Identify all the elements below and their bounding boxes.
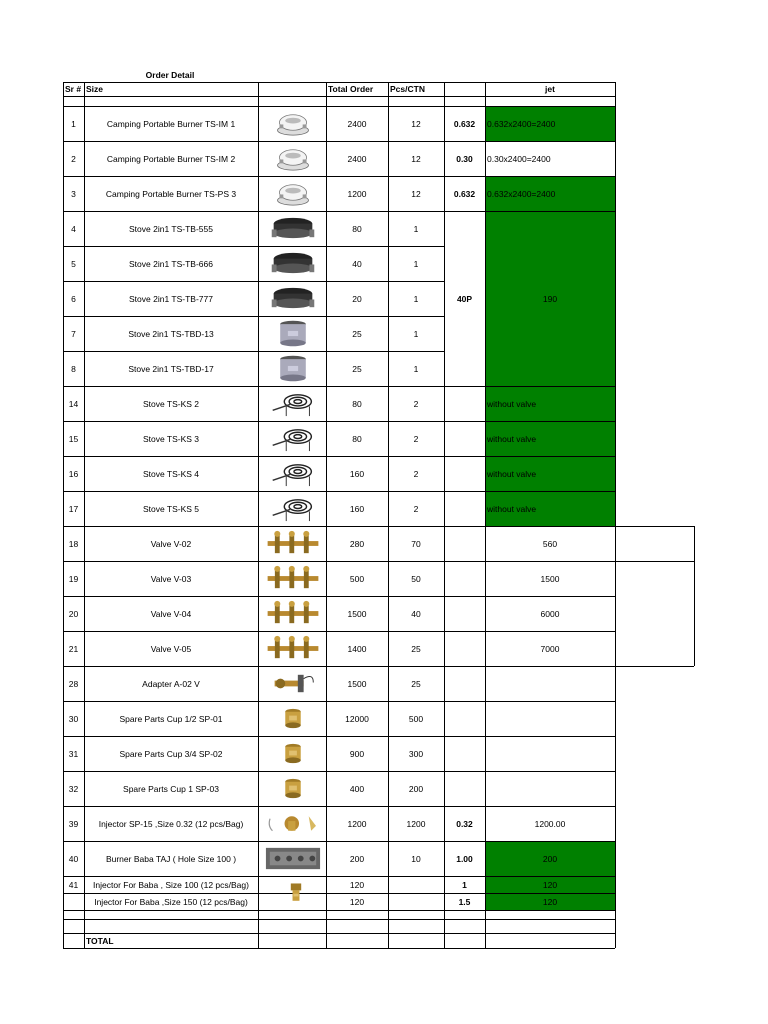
row-total-order: 500: [349, 573, 365, 584]
row-rate: [444, 631, 485, 666]
row-pcs-ctn: 1: [413, 258, 419, 269]
grid-line: [694, 561, 695, 666]
injector-icon: [262, 809, 324, 838]
row-pcs-ctn: 50: [411, 573, 421, 584]
grid-line: [485, 526, 694, 527]
row-total-order: 120: [349, 896, 365, 907]
total-label: TOTAL: [86, 935, 114, 946]
row-size: Stove 2in1 TS-TBD-17: [128, 363, 214, 374]
row-size: Stove TS-KS 4: [142, 468, 200, 479]
brass-cup-icon: [262, 739, 324, 768]
valve-icon: [262, 529, 324, 558]
brass-cup-icon: [262, 774, 324, 803]
row-total-order: 2400: [347, 118, 367, 129]
row-rate: 1: [462, 879, 467, 890]
row-rate: [444, 491, 485, 526]
row-sr: 32: [68, 783, 79, 794]
row-pcs-ctn: 1200: [406, 818, 426, 829]
grid-line: [326, 82, 327, 948]
header-total-order: Total Order: [328, 84, 374, 94]
row-total-order: 200: [349, 853, 365, 864]
camping-burner-icon: [262, 109, 324, 138]
row-pcs-ctn: [388, 893, 444, 910]
brass-cup-icon: [262, 704, 324, 733]
grid-line: [388, 82, 389, 948]
grid-line: [258, 82, 259, 948]
grid-line: [615, 666, 694, 667]
row-sr: 40: [68, 853, 79, 864]
row-pcs-ctn: 1: [413, 363, 419, 374]
merged-rate: 40P: [456, 293, 473, 304]
grid-line: [63, 876, 615, 877]
row-sr: 2: [71, 153, 76, 164]
stove-drum-icon: [262, 354, 324, 383]
row-jet: [485, 771, 615, 806]
row-sr: 41: [68, 879, 79, 890]
row-sr: 6: [71, 293, 76, 304]
grid-line: [63, 82, 615, 83]
adapter-icon: [262, 669, 324, 698]
grid-line: [63, 246, 444, 247]
grid-line: [63, 771, 615, 772]
row-rate: [444, 596, 485, 631]
row-sr: 8: [71, 363, 76, 374]
row-size: Injector SP-15 ,Size 0.32 (12 pcs/Bag): [98, 818, 244, 829]
row-pcs-ctn: 200: [408, 783, 424, 794]
row-size: Spare Parts Cup 1 SP-03: [123, 783, 219, 794]
row-pcs-ctn: 1: [413, 293, 419, 304]
row-size: Stove 2in1 TS-TBD-13: [128, 328, 214, 339]
row-size: Valve V-02: [150, 538, 192, 549]
row-rate: [444, 701, 485, 736]
row-size: Camping Portable Burner TS-PS 3: [105, 188, 237, 199]
valve-icon: [262, 564, 324, 593]
ring-stove-icon: [262, 459, 324, 488]
row-jet: 1500: [540, 573, 560, 584]
row-rate: [444, 456, 485, 491]
grid-line: [63, 82, 64, 948]
row-total-order: 25: [352, 328, 362, 339]
row-jet: 0.632x2400=2400: [487, 118, 556, 129]
row-rate: 0.632: [453, 188, 476, 199]
row-jet: [485, 666, 615, 701]
grid-line: [63, 316, 444, 317]
row-total-order: 160: [349, 503, 365, 514]
row-size: Camping Portable Burner TS-IM 2: [106, 153, 236, 164]
camping-burner-icon: [262, 179, 324, 208]
grid-line: [63, 386, 615, 387]
grid-line: [63, 666, 615, 667]
row-pcs-ctn: 2: [413, 433, 419, 444]
row-pcs-ctn: 25: [411, 643, 421, 654]
row-total-order: 80: [352, 398, 362, 409]
grid-line: [63, 351, 444, 352]
row-size: Valve V-03: [150, 573, 192, 584]
row-size: Camping Portable Burner TS-IM 1: [106, 118, 236, 129]
row-rate: [444, 421, 485, 456]
header-size: Size: [86, 84, 104, 94]
row-size: Stove 2in1 TS-TB-666: [129, 258, 213, 269]
row-pcs-ctn: 25: [411, 678, 421, 689]
row-total-order: 1500: [347, 678, 367, 689]
brass-injector-icon: [282, 880, 310, 906]
row-sr: 15: [68, 433, 79, 444]
row-pcs-ctn: 40: [411, 608, 421, 619]
row-rate: [444, 526, 485, 561]
row-rate: 1.5: [458, 896, 471, 907]
row-sr: 28: [68, 678, 79, 689]
row-pcs-ctn: 10: [411, 853, 421, 864]
row-sr: 17: [68, 503, 79, 514]
row-jet: 120: [542, 896, 558, 907]
stove-drum-icon: [262, 319, 324, 348]
row-total-order: 25: [352, 363, 362, 374]
row-rate: [444, 771, 485, 806]
row-total-order: 400: [349, 783, 365, 794]
row-size: Valve V-05: [150, 643, 192, 654]
row-jet: 560: [542, 538, 558, 549]
row-jet: without valve: [487, 398, 537, 409]
grid-line: [63, 919, 615, 920]
row-pcs-ctn: 500: [408, 713, 424, 724]
grid-line: [485, 82, 486, 948]
row-pcs-ctn: 2: [413, 503, 419, 514]
row-pcs-ctn: 12: [411, 118, 421, 129]
stove-pot-icon: [262, 284, 324, 313]
grid-line: [63, 841, 615, 842]
grid-line: [444, 82, 445, 948]
row-sr: 5: [71, 258, 76, 269]
row-sr: 39: [68, 818, 79, 829]
grid-line: [63, 421, 615, 422]
row-size: Spare Parts Cup 1/2 SP-01: [119, 713, 223, 724]
grid-line: [615, 82, 616, 948]
ring-stove-icon: [262, 494, 324, 523]
row-jet: [485, 736, 615, 771]
row-size: Valve V-04: [150, 608, 192, 619]
row-total-order: 160: [349, 468, 365, 479]
grid-line: [63, 106, 615, 107]
row-jet: 7000: [540, 643, 560, 654]
row-jet: 120: [542, 879, 558, 890]
row-rate: 0.632: [453, 118, 476, 129]
row-sr: 31: [68, 748, 79, 759]
row-total-order: 1500: [347, 608, 367, 619]
grid-line: [63, 701, 615, 702]
row-size: Stove TS-KS 3: [142, 433, 200, 444]
row-size: Stove TS-KS 5: [142, 503, 200, 514]
grid-line: [63, 456, 615, 457]
row-total-order: 40: [352, 258, 362, 269]
row-total-order: 120: [349, 879, 365, 890]
row-sr: 16: [68, 468, 79, 479]
row-jet: 0.632x2400=2400: [487, 188, 556, 199]
row-total-order: 2400: [347, 153, 367, 164]
row-sr: 20: [68, 608, 79, 619]
row-pcs-ctn: 1: [413, 223, 419, 234]
merged-jet: 190: [542, 293, 558, 304]
row-pcs-ctn: 300: [408, 748, 424, 759]
grid-line: [84, 82, 85, 948]
stove-pot-icon: [262, 214, 324, 243]
row-sr: 1: [71, 118, 76, 129]
ring-stove-icon: [262, 389, 324, 418]
row-rate: [444, 386, 485, 421]
row-size: Injector For Baba , Size 100 (12 pcs/Bag): [93, 879, 249, 890]
ring-stove-icon: [262, 424, 324, 453]
stove-pot-icon: [262, 249, 324, 278]
row-total-order: 1200: [347, 188, 367, 199]
sheet-title: Order Detail: [145, 70, 195, 80]
row-total-order: 900: [349, 748, 365, 759]
row-jet: without valve: [487, 503, 537, 514]
grid-line: [63, 736, 615, 737]
grid-line: [63, 211, 615, 212]
row-size: Spare Parts Cup 3/4 SP-02: [119, 748, 223, 759]
grid-line: [63, 176, 615, 177]
header-pcs-ctn: Pcs/CTN: [390, 84, 425, 94]
row-pcs-ctn: 70: [411, 538, 421, 549]
valve-icon: [262, 634, 324, 663]
row-pcs-ctn: 2: [413, 468, 419, 479]
row-sr: 19: [68, 573, 79, 584]
grid-line: [63, 910, 615, 911]
row-rate: 0.30: [456, 153, 473, 164]
row-total-order: 80: [352, 433, 362, 444]
grid-line: [63, 96, 615, 97]
row-rate: [444, 736, 485, 771]
row-total-order: 280: [349, 538, 365, 549]
valve-icon: [262, 599, 324, 628]
row-size: Stove TS-KS 2: [142, 398, 200, 409]
row-rate: [444, 561, 485, 596]
grid-line: [63, 806, 615, 807]
row-pcs-ctn: 2: [413, 398, 419, 409]
grid-line: [63, 948, 615, 949]
row-size: Stove 2in1 TS-TB-777: [129, 293, 213, 304]
grid-line: [615, 561, 694, 562]
row-jet: 200: [542, 853, 558, 864]
grid-line: [63, 596, 615, 597]
row-sr: 3: [71, 188, 76, 199]
row-jet: without valve: [487, 433, 537, 444]
row-rate: 0.32: [456, 818, 473, 829]
grid-line: [63, 491, 615, 492]
grid-line: [63, 561, 615, 562]
row-sr: [63, 893, 84, 910]
row-pcs-ctn: 12: [411, 153, 421, 164]
grid-line: [63, 631, 615, 632]
row-sr: 14: [68, 398, 79, 409]
row-size: Burner Baba TAJ ( Hole Size 100 ): [105, 853, 237, 864]
row-size: Injector For Baba ,Size 150 (12 pcs/Bag): [94, 896, 248, 907]
camping-burner-icon: [262, 144, 324, 173]
row-jet: 0.30x2400=2400: [487, 153, 551, 164]
row-total-order: 1400: [347, 643, 367, 654]
row-size: Adapter A-02 V: [142, 678, 200, 689]
header-jet: jet: [545, 84, 555, 94]
header-sr: Sr #: [65, 84, 82, 94]
baba-burner-icon: [262, 844, 324, 873]
grid-line: [63, 893, 615, 894]
row-jet: without valve: [487, 468, 537, 479]
row-total-order: 12000: [345, 713, 369, 724]
row-sr: 21: [68, 643, 79, 654]
row-sr: 4: [71, 223, 76, 234]
row-size: Stove 2in1 TS-TB-555: [129, 223, 213, 234]
grid-line: [694, 526, 695, 561]
row-sr: 7: [71, 328, 76, 339]
row-pcs-ctn: 12: [411, 188, 421, 199]
row-sr: 18: [68, 538, 79, 549]
row-rate: 1.00: [456, 853, 473, 864]
row-total-order: 20: [352, 293, 362, 304]
grid-line: [63, 141, 615, 142]
row-rate: [444, 666, 485, 701]
row-jet: 6000: [540, 608, 560, 619]
row-sr: 30: [68, 713, 79, 724]
row-jet: 1200.00: [534, 818, 566, 829]
row-total-order: 1200: [347, 818, 367, 829]
row-total-order: 80: [352, 223, 362, 234]
row-pcs-ctn: [388, 876, 444, 893]
row-pcs-ctn: 1: [413, 328, 419, 339]
grid-line: [63, 281, 444, 282]
row-jet: [485, 701, 615, 736]
